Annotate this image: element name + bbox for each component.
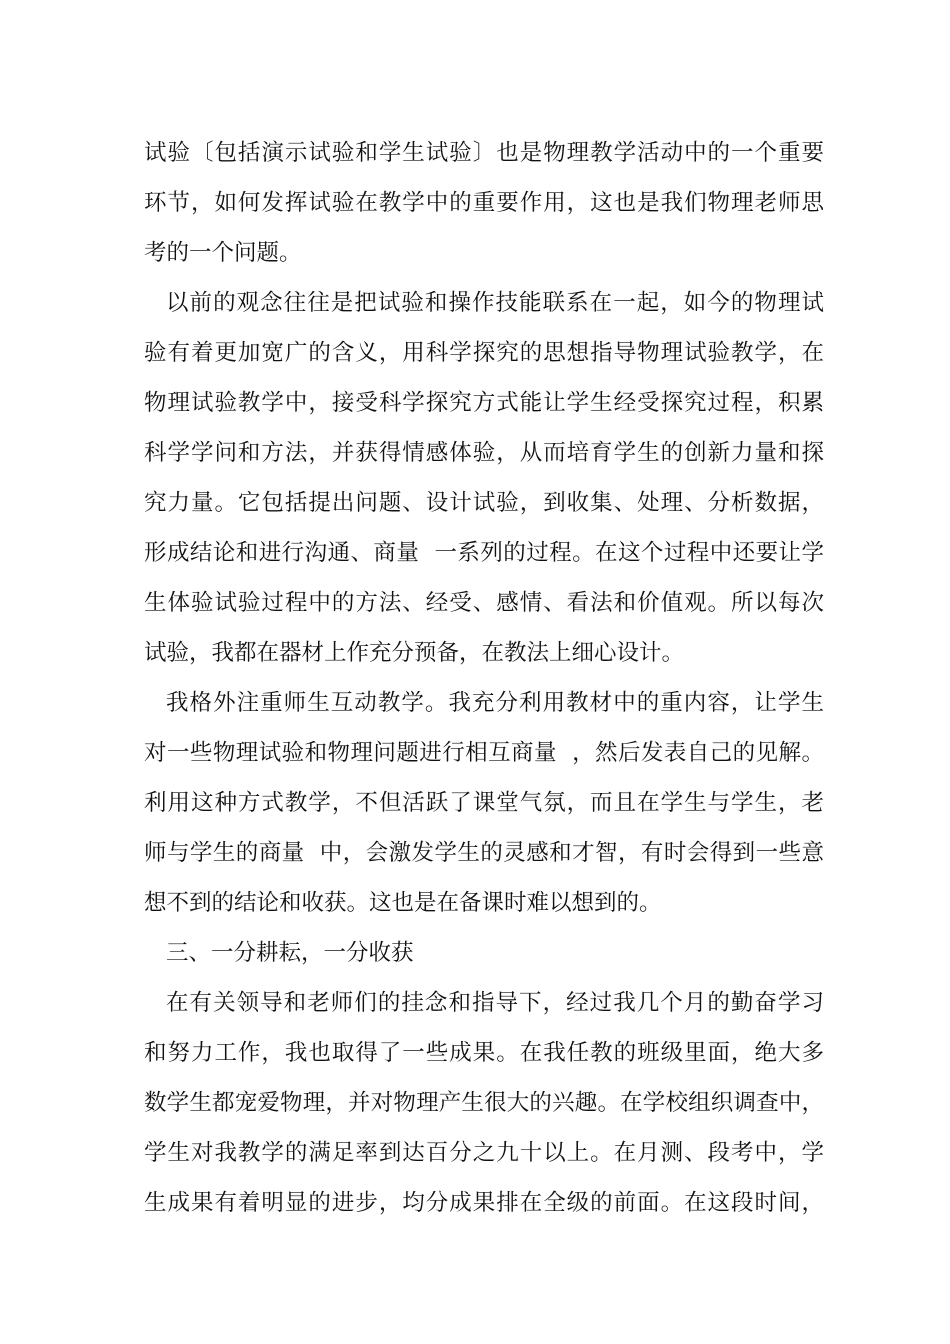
paragraph-line: 利用这种方式教学，不但活跃了课堂气氛，而且在学生与学生，老 bbox=[144, 790, 824, 816]
paragraph-line: 环节，如何发挥试验在教学中的重要作用，这也是我们物理老师思 bbox=[144, 190, 824, 216]
document-body bbox=[144, 128, 824, 1228]
section-heading: 三、一分耕耘，一分收获 bbox=[166, 940, 414, 966]
paragraph-line: 验有着更加宽广的含义，用科学探究的思想指导物理试验教学，在 bbox=[144, 340, 824, 366]
paragraph-line: 和努力工作，我也取得了一些成果。在我任教的班级里面，绝大多 bbox=[144, 1040, 824, 1066]
paragraph-line: 想不到的结论和收获。这也是在备课时难以想到的。 bbox=[144, 890, 662, 916]
paragraph-line: 形成结论和进行沟通、商量 一系列的过程。在这个过程中还要让学 bbox=[144, 540, 824, 566]
paragraph-line: 生成果有着明显的进步，均分成果排在全级的前面。在这段时间， bbox=[144, 1190, 824, 1216]
paragraph-line: 以前的观念往往是把试验和操作技能联系在一起，如今的物理试 bbox=[166, 290, 824, 316]
paragraph-line: 我格外注重师生互动教学。我充分利用教材中的重内容，让学生 bbox=[166, 690, 824, 716]
paragraph-line: 师与学生的商量 中，会激发学生的灵感和才智，有时会得到一些意 bbox=[144, 840, 824, 866]
paragraph-line: 数学生都宠爱物理，并对物理产生很大的兴趣。在学校组织调查中， bbox=[144, 1090, 824, 1116]
paragraph-line: 在有关领导和老师们的挂念和指导下，经过我几个月的勤奋学习 bbox=[166, 990, 824, 1016]
paragraph-line: 科学学问和方法，并获得情感体验，从而培育学生的创新力量和探 bbox=[144, 440, 824, 466]
paragraph-line: 试验，我都在器材上作充分预备，在教法上细心设计。 bbox=[144, 640, 685, 666]
paragraph-line: 生体验试验过程中的方法、经受、感情、看法和价值观。所以每次 bbox=[144, 590, 824, 616]
paragraph-line: 究力量。它包括提出问题、设计试验，到收集、处理、分析数据， bbox=[144, 490, 824, 516]
paragraph-line: 学生对我教学的满足率到达百分之九十以上。在月测、段考中，学 bbox=[144, 1140, 824, 1166]
paragraph-line: 物理试验教学中，接受科学探究方式能让学生经受探究过程，积累 bbox=[144, 390, 824, 416]
paragraph-line: 考的一个问题。 bbox=[144, 240, 302, 266]
paragraph-line: 试验〔包括演示试验和学生试验〕也是物理教学活动中的一个重要 bbox=[144, 140, 824, 166]
paragraph-line: 对一些物理试验和物理问题进行相互商量 ，然后发表自己的见解。 bbox=[144, 740, 824, 766]
